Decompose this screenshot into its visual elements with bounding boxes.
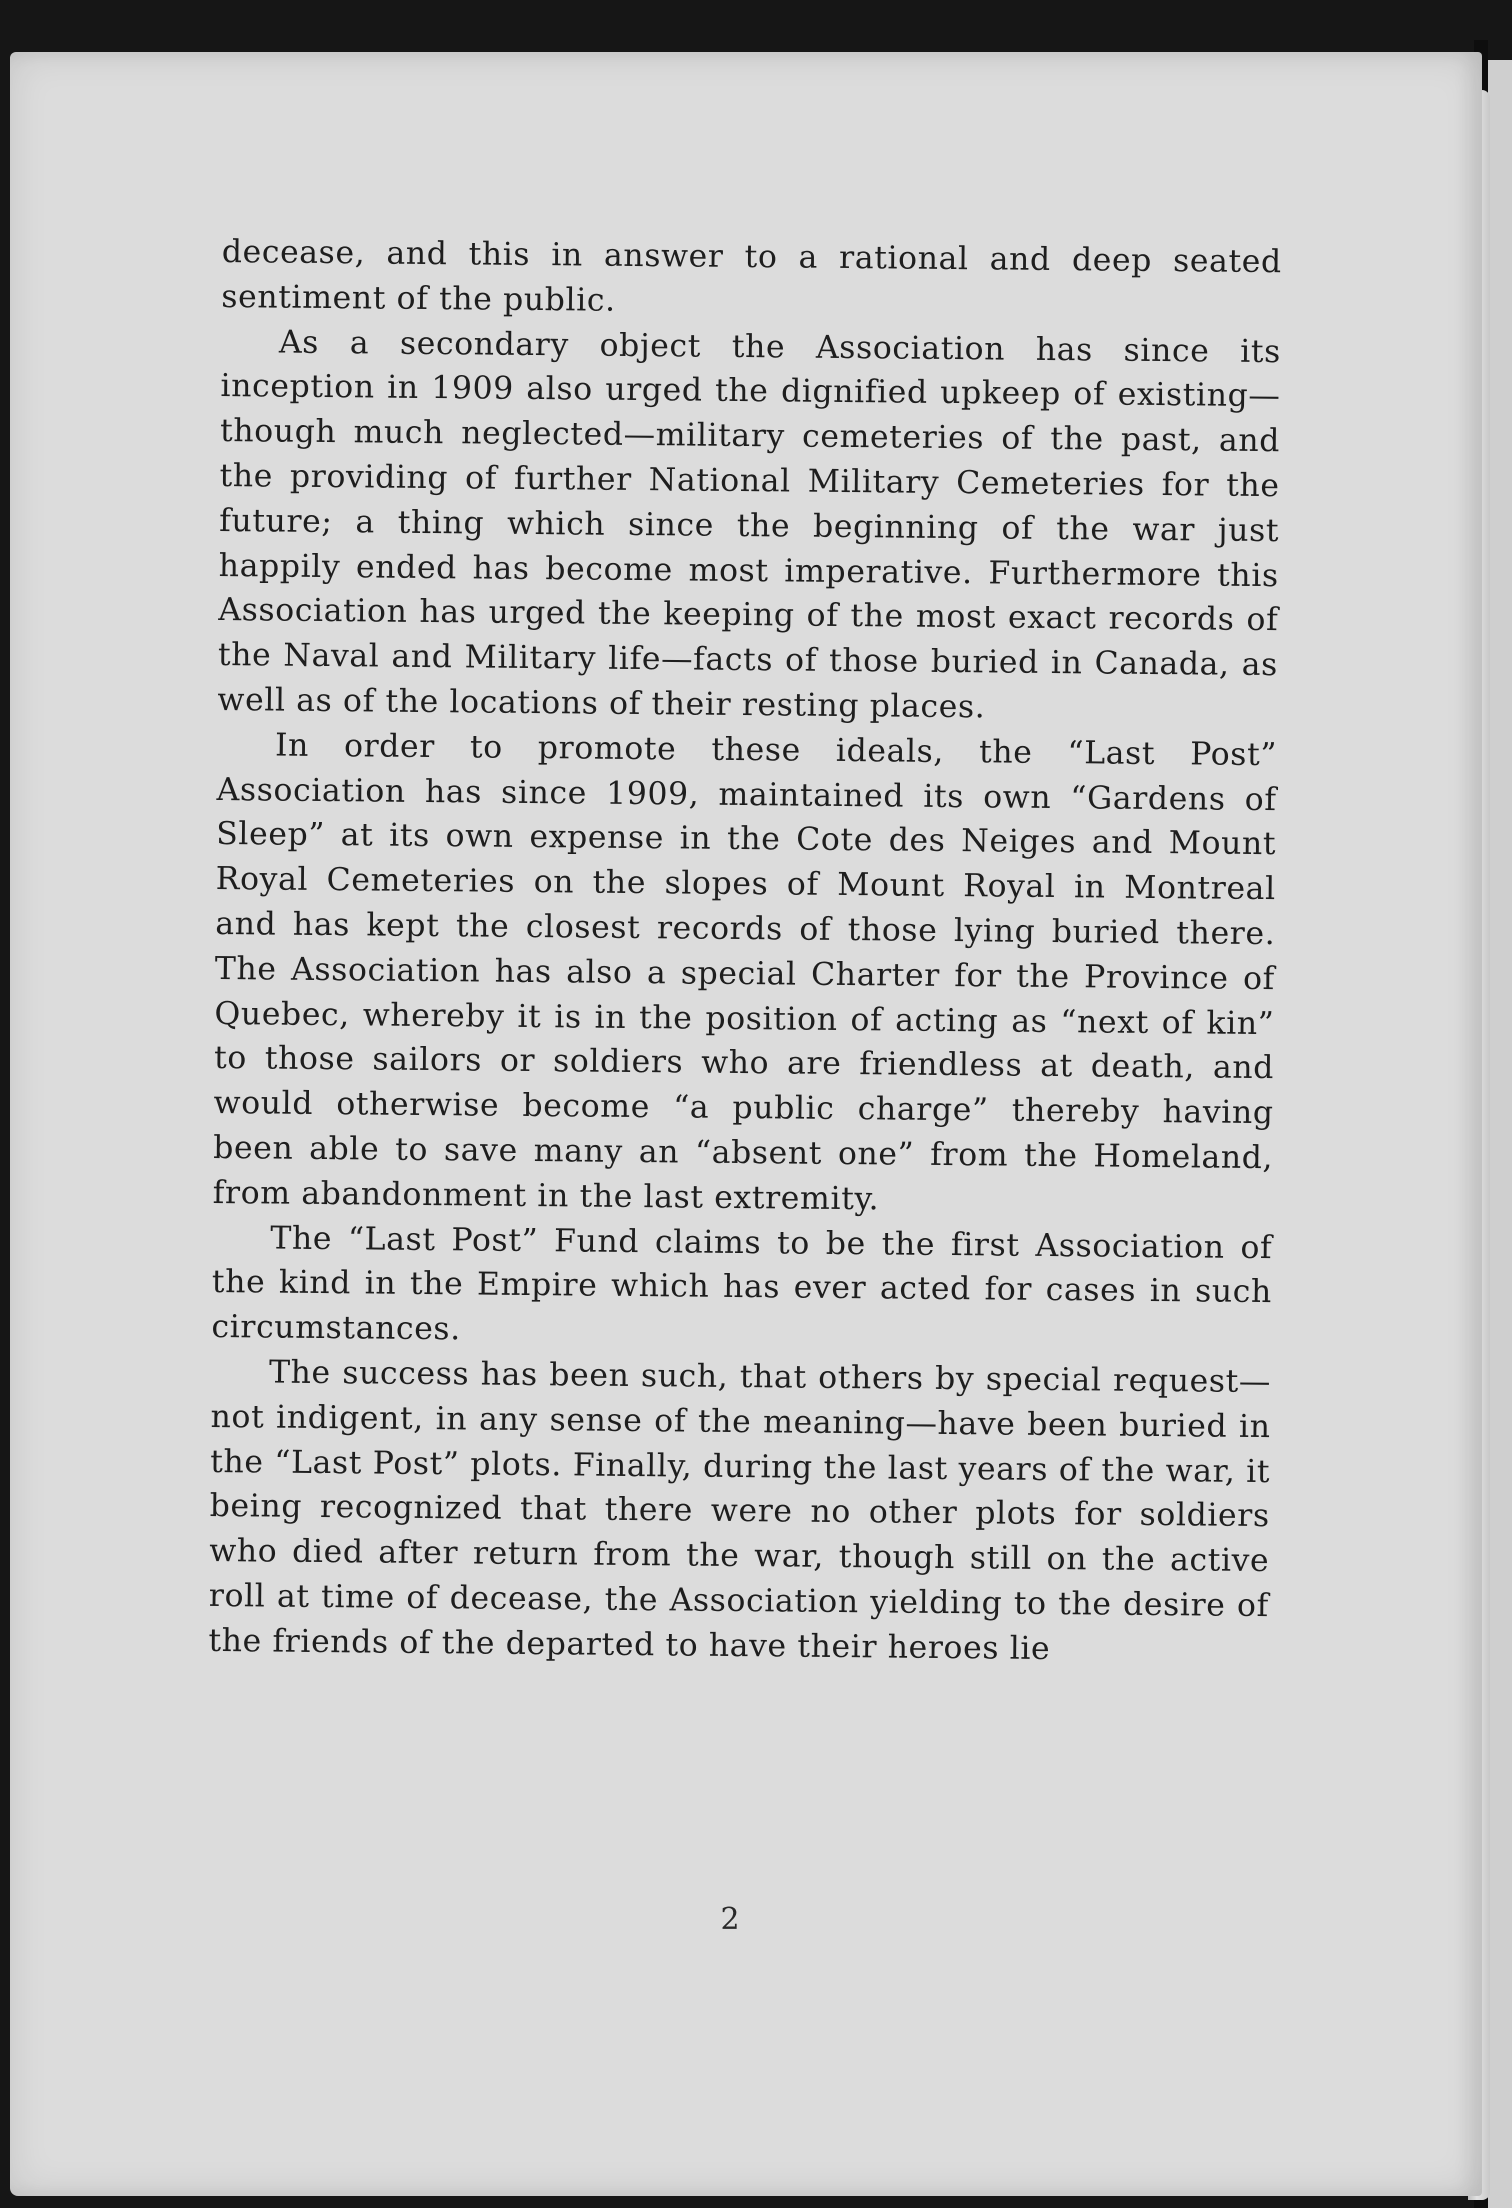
paragraph-5: The success has been such, that others by special request—not indigent, in any sense of the meaning—have been buried in the “Last Post” plots. Finally, during the last years of the war, it being recognized that there were no other plots for soldiers who died after return from the war, though still on the active roll at time of decease, the Association yielding to the desire of the friends of the departed to have their heroes lie — [208, 1354, 1272, 1667]
paragraph-3: In order to promote these ideals, the “Last Post” Association has since 1909, maintained its own “Gardens of Sleep” at its own expense in the Cote des Neiges and Mount Royal Cemeteries on the slopes of Mount Royal in Montreal and has kept the closest records of those lying buried there. The Association has also a special Charter for the Province of Quebec, whereby it is in the position of acting as “next of kin” to those sailors or soldiers who are friendless at death, and would otherwise become “a public charge” thereby having been able to save many an “absent one” from the Homeland, from abandonment in the last extremity. — [212, 727, 1278, 1218]
paragraph-2: As a secondary object the Association has since its inception in 1909 also urged the dignified upkeep of existing—though much neglected—military cemeteries of the past, and the providing of further National Military Cemeteries for the future; a thing which since the beginning of the war just happily ended has become most imperative. Furthermore this Association has urged the keeping of the most exact records of the Naval and Military life—facts of those buried in Canada, as well as of the locations of their resting places. — [217, 324, 1282, 726]
body-text — [208, 230, 1282, 1674]
paragraph-1: decease, and this in answer to a rational and deep seated sentiment of the public. — [221, 233, 1282, 319]
paragraph-4: The “Last Post” Fund claims to be the first Association of the kind in the Empire which has ever acted for cases in such circumstances. — [211, 1220, 1273, 1348]
adjacent-page-edge — [1488, 60, 1512, 2208]
page-number: 2 — [720, 1902, 740, 1937]
